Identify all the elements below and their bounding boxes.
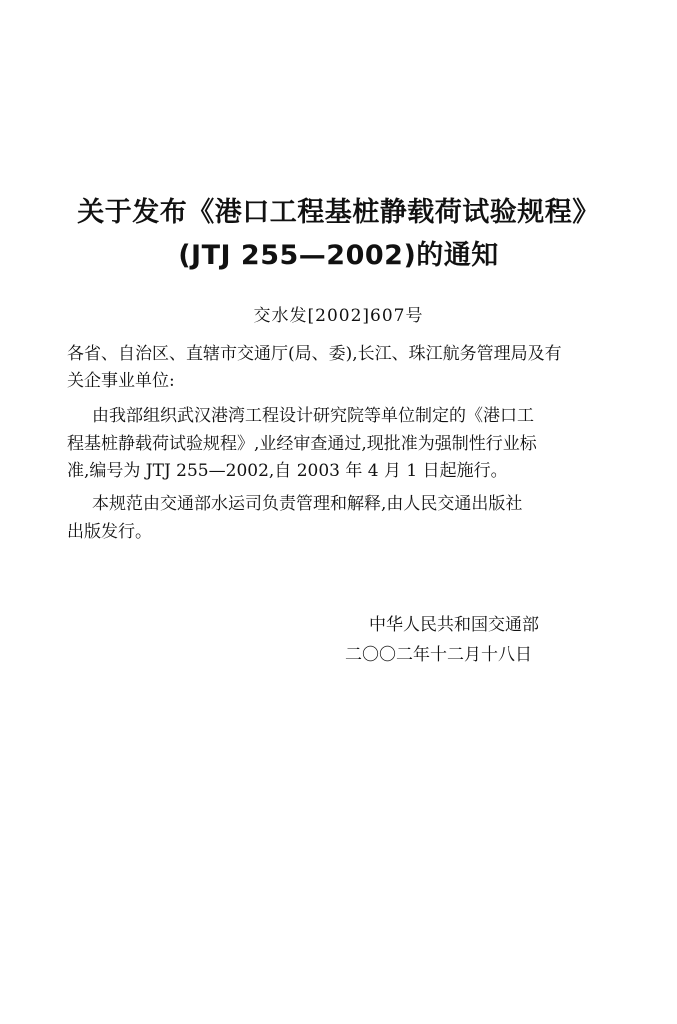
addressee-line-1: 各省、自治区、直辖市交通厅(局、委),长江、珠江航务管理局及有 [67,344,562,364]
paragraph-1-line-1: 由我部组织武汉港湾工程设计研究院等单位制定的《港口工 [92,406,534,426]
paragraph-1-line-2: 程基桩静载荷试验规程》,业经审查通过,现批准为强制性行业标 [67,434,537,454]
paragraph-2-line-2: 出版发行。 [67,522,152,542]
notice-title-line-1: 关于发布《港口工程基桩静载荷试验规程》 [77,197,600,228]
document-number: 交水发[2002]607号 [253,306,424,326]
issuing-authority: 中华人民共和国交通部 [369,615,539,635]
paragraph-2-line-1: 本规范由交通部水运司负责管理和解释,由人民交通出版社 [92,494,523,514]
notice-title-line-2: (JTJ 255—2002)的通知 [178,240,499,271]
issue-date: 二〇〇二年十二月十八日 [345,645,532,665]
addressee-line-2: 关企事业单位: [67,371,175,391]
paragraph-1-line-3: 准,编号为 JTJ 255—2002,自 2003 年 4 月 1 日起施行。 [67,461,508,481]
